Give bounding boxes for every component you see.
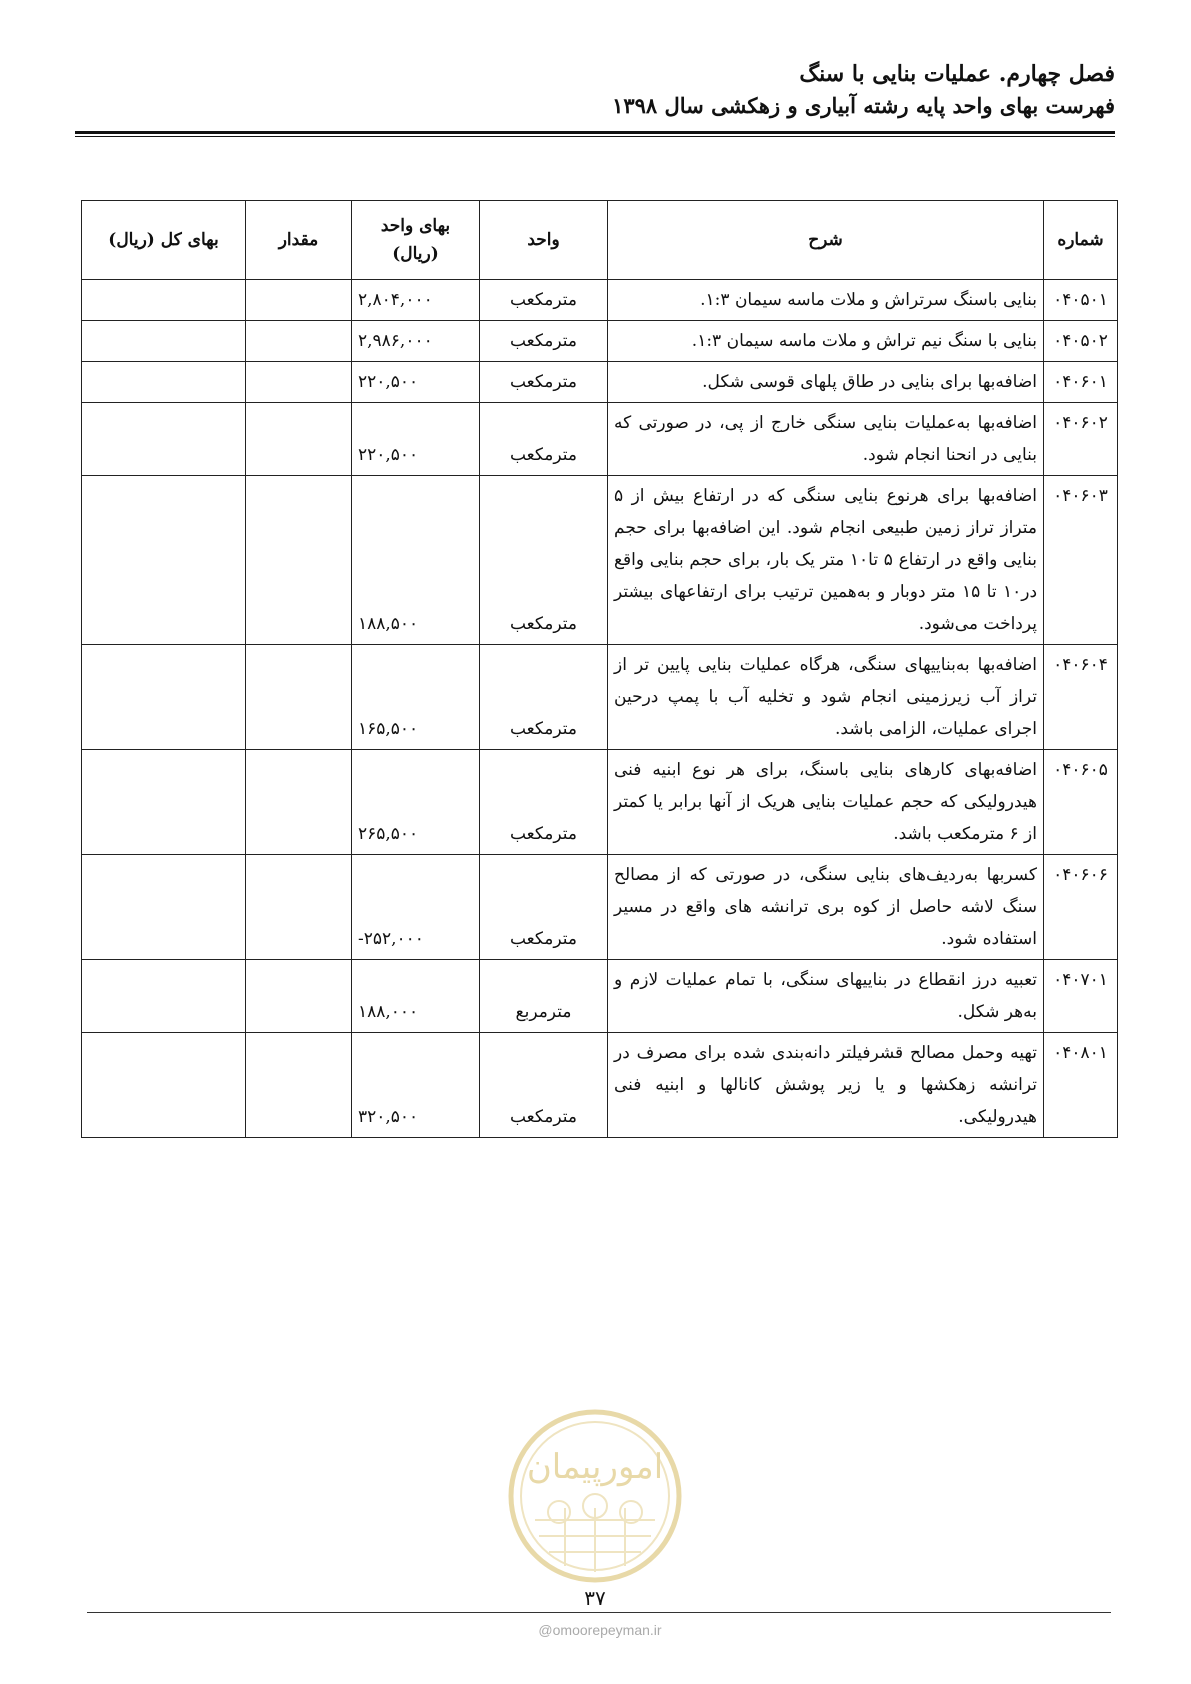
table-row xyxy=(82,960,1118,1033)
item-description: اضافه‌بها به‌عملیات بنایی سنگی خارج از پی، در صورتی که بنایی در انحنا انجام شود. xyxy=(608,403,1044,476)
item-description: بنایی باسنگ سرتراش و ملات ماسه سیمان ۱:۳. xyxy=(608,280,1044,321)
item-total-price xyxy=(82,321,246,362)
table-row xyxy=(82,476,1118,645)
item-description: کسربها به‌ردیف‌های بنایی سنگی، در صورتی که از مصالح سنگ لاشه حاصل از کوه بری ترانشه های واقع در مسیر استفاده شود. xyxy=(608,855,1044,960)
table-row xyxy=(82,403,1118,476)
item-description: اضافه‌بها برای بنایی در طاق پلهای قوسی شکل. xyxy=(608,362,1044,403)
item-unit: مترمکعب xyxy=(480,280,608,321)
table-row xyxy=(82,750,1118,855)
item-unit-price: ۱۸۸,۵۰۰ xyxy=(352,476,480,645)
column-header-code: شماره xyxy=(1044,201,1118,280)
omoorepeyman-seal-icon xyxy=(507,1408,683,1584)
item-quantity xyxy=(246,403,352,476)
column-header-unit: واحد xyxy=(480,201,608,280)
item-quantity xyxy=(246,645,352,750)
header-rule-thin xyxy=(75,136,1115,137)
item-unit-price: ۲,۸۰۴,۰۰۰ xyxy=(352,280,480,321)
item-code: ۰۴۰۶۰۲ xyxy=(1044,403,1118,476)
footer-rule xyxy=(87,1612,1111,1613)
item-description: اضافه‌بها به‌بناییهای سنگی، هرگاه عملیات بنایی پایین تر از تراز آب زیرزمینی انجام شود و تخلیه آب با پمپ درحین اجرای عملیات، الزامی باشد. xyxy=(608,645,1044,750)
item-quantity xyxy=(246,750,352,855)
price-table xyxy=(81,200,1118,1138)
item-code: ۰۴۰۶۰۱ xyxy=(1044,362,1118,403)
item-total-price xyxy=(82,280,246,321)
table-row xyxy=(82,321,1118,362)
item-total-price xyxy=(82,750,246,855)
item-code: ۰۴۰۶۰۵ xyxy=(1044,750,1118,855)
column-header-description: شرح xyxy=(608,201,1044,280)
item-code: ۰۴۰۶۰۳ xyxy=(1044,476,1118,645)
item-unit: مترمکعب xyxy=(480,362,608,403)
item-quantity xyxy=(246,960,352,1033)
item-total-price xyxy=(82,362,246,403)
chapter-title: فصل چهارم. عملیات بنایی با سنگ xyxy=(799,61,1115,87)
item-unit: مترمکعب xyxy=(480,645,608,750)
column-header-quantity: مقدار xyxy=(246,201,352,280)
table-header-row xyxy=(82,201,1118,280)
item-total-price xyxy=(82,855,246,960)
price-list-title: فهرست بهای واحد پایه رشته آبیاری و زهکشی سال ۱۳۹۸ xyxy=(612,93,1115,118)
item-unit: مترمکعب xyxy=(480,855,608,960)
item-code: ۰۴۰۶۰۶ xyxy=(1044,855,1118,960)
item-unit: مترمکعب xyxy=(480,476,608,645)
item-code: ۰۴۰۶۰۴ xyxy=(1044,645,1118,750)
item-unit-price: ۳۲۰,۵۰۰ xyxy=(352,1033,480,1138)
item-quantity xyxy=(246,321,352,362)
item-quantity xyxy=(246,1033,352,1138)
item-unit: مترمربع xyxy=(480,960,608,1033)
page-header xyxy=(75,58,1115,122)
item-total-price xyxy=(82,476,246,645)
item-code: ۰۴۰۵۰۱ xyxy=(1044,280,1118,321)
item-unit-price: ۲,۹۸۶,۰۰۰ xyxy=(352,321,480,362)
watermark-text: امورپیمان xyxy=(526,1447,664,1487)
item-quantity xyxy=(246,476,352,645)
column-header-unit-price: بهای واحد (ریال) xyxy=(352,201,480,280)
header-rule-thick xyxy=(75,131,1115,134)
item-description: تهیه وحمل مصالح قشرفیلتر دانه‌بندی شده برای مصرف در ترانشه زهکشها و یا زیر پوشش کانالها و ابنیه فنی هیدرولیکی. xyxy=(608,1033,1044,1138)
item-unit: مترمکعب xyxy=(480,750,608,855)
item-quantity xyxy=(246,855,352,960)
item-description: بنایی با سنگ نیم تراش و ملات ماسه سیمان ۱:۳. xyxy=(608,321,1044,362)
item-unit-price: -۲۵۲,۰۰۰ xyxy=(352,855,480,960)
item-code: ۰۴۰۷۰۱ xyxy=(1044,960,1118,1033)
item-unit: مترمکعب xyxy=(480,321,608,362)
item-unit-price: ۲۶۵,۵۰۰ xyxy=(352,750,480,855)
item-quantity xyxy=(246,280,352,321)
footer-site: @omoorepeyman.ir xyxy=(538,1622,662,1638)
item-unit-price: ۱۸۸,۰۰۰ xyxy=(352,960,480,1033)
page-number: ۳۷ xyxy=(584,1586,606,1610)
watermark-seal xyxy=(507,1408,683,1584)
item-code: ۰۴۰۵۰۲ xyxy=(1044,321,1118,362)
column-header-total-price: بهای کل (ریال) xyxy=(82,201,246,280)
table-row xyxy=(82,280,1118,321)
item-description: اضافه‌بهای کارهای بنایی باسنگ، برای هر نوع ابنیه فنی هیدرولیکی که حجم عملیات بنایی هریک از آنها برابر یا کمتر از ۶ مترمکعب باشد. xyxy=(608,750,1044,855)
item-description: اضافه‌بها برای هرنوع بنایی سنگی که در ارتفاع بیش از ۵ متراز تراز زمین طبیعی انجام شود. این اضافه‌بها برای حجم بنایی واقع در ارتفاع ۵ تا۱۰ متر یک بار، برای حجم بنایی واقع در۱۰ تا ۱۵ متر دوبار و به‌همین ترتیب برای ارتفاعهای بیشتر پرداخت می‌شود. xyxy=(608,476,1044,645)
item-total-price xyxy=(82,403,246,476)
item-total-price xyxy=(82,1033,246,1138)
table-row xyxy=(82,362,1118,403)
item-quantity xyxy=(246,362,352,403)
table-row xyxy=(82,645,1118,750)
item-unit-price: ۲۲۰,۵۰۰ xyxy=(352,362,480,403)
item-unit-price: ۱۶۵,۵۰۰ xyxy=(352,645,480,750)
item-unit: مترمکعب xyxy=(480,403,608,476)
item-total-price xyxy=(82,960,246,1033)
item-total-price xyxy=(82,645,246,750)
item-unit-price: ۲۲۰,۵۰۰ xyxy=(352,403,480,476)
item-code: ۰۴۰۸۰۱ xyxy=(1044,1033,1118,1138)
table-row xyxy=(82,1033,1118,1138)
table-row xyxy=(82,855,1118,960)
item-unit: مترمکعب xyxy=(480,1033,608,1138)
item-description: تعبیه درز انقطاع در بناییهای سنگی، با تمام عملیات لازم و به‌هر شکل. xyxy=(608,960,1044,1033)
